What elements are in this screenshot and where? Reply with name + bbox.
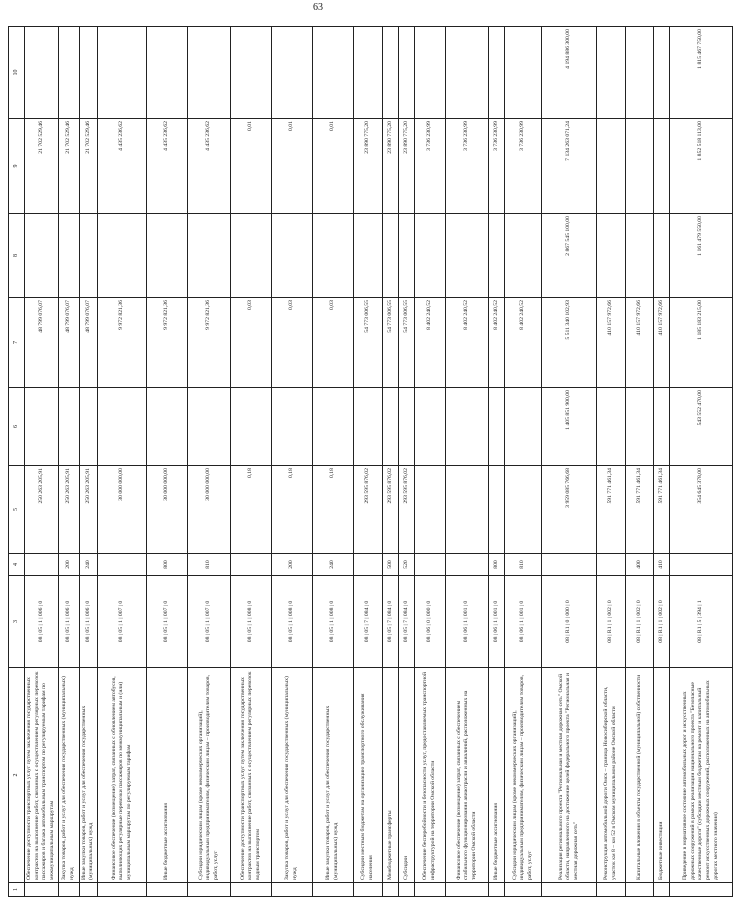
row-amount-col9: 23 890 775,20 (399, 119, 415, 214)
row-code: 08 | R1 | 1 | 002 | 0 (654, 576, 670, 668)
row-description: Субсидии местным бюджетам на организацию транспортного обслуживания населения (354, 668, 383, 883)
row-description: Субсидии юридическим лицам (кроме некоммерческих организаций), индивидуальным предпринимателям, физическим лицам – производителям товаров, работ, услуг (505, 668, 542, 883)
row-amount-col8: 1 161 479 550,00 (670, 214, 733, 298)
row-amount-col6: 1 405 851 900,00 (542, 388, 597, 466)
row-amount-col10 (79, 27, 97, 119)
row-description: Закупка товаров, работ и услуг для обеспечения государственных (муниципальных) нужд (272, 668, 313, 883)
row-code: 08 | 05 | 1 | 007 | 0 (147, 576, 188, 668)
row-type (25, 554, 59, 576)
row-description: Финансовое обеспечение (возмещение) затрат, связанных с обеспечением стабильного функционирования авиаотрасли и авиалиний, расположенных на территории Омской области (446, 668, 489, 883)
row-amount-col6 (147, 388, 188, 466)
row-amount-col8 (25, 214, 59, 298)
row-amount-col5: 293 595 876,02 (383, 466, 399, 554)
row-amount-col7: 54 773 006,55 (383, 298, 399, 388)
budget-table (8, 26, 733, 897)
row-amount-col10 (597, 27, 626, 119)
row-amount-col5: 30 000 000,00 (188, 466, 231, 554)
row-amount-col6 (399, 388, 415, 466)
table-row (354, 27, 383, 897)
row-amount-col6 (446, 388, 489, 466)
row-amount-col6 (654, 388, 670, 466)
row-blank-cell (98, 883, 147, 897)
row-amount-col9: 0,01 (272, 119, 313, 214)
row-code: 08 | R1 | 5 | 394 | 1 (670, 576, 733, 668)
row-code: 08 | R1 | 1 | 002 | 0 (597, 576, 626, 668)
table-row (98, 27, 147, 897)
row-amount-col9: 21 702 529,46 (25, 119, 59, 214)
row-type: 520 (399, 554, 415, 576)
row-amount-col9: 4 435 236,62 (98, 119, 147, 214)
row-amount-col9: 4 435 236,62 (147, 119, 188, 214)
row-amount-col7: 8 402 240,52 (415, 298, 446, 388)
row-amount-col6 (505, 388, 542, 466)
header-cell: 9 (9, 119, 25, 214)
row-amount-col10 (25, 27, 59, 119)
row-amount-col5: 250 263 205,91 (58, 466, 79, 554)
row-amount-col10 (147, 27, 188, 119)
table-row (58, 27, 79, 897)
rotated-table-container (8, 27, 719, 897)
row-type: 410 (654, 554, 670, 576)
row-amount-col5: 591 771 461,34 (626, 466, 654, 554)
row-amount-col9: 4 435 236,62 (188, 119, 231, 214)
row-amount-col9: 1 852 518 113,00 (670, 119, 733, 214)
table-row (313, 27, 354, 897)
header-cell: 5 (9, 466, 25, 554)
page-number: 63 (313, 2, 323, 13)
row-amount-col5: 3 959 085 766,68 (542, 466, 597, 554)
row-type: 800 (489, 554, 505, 576)
row-code: 08 | 05 | 7 | 084 | 0 (399, 576, 415, 668)
row-type: 800 (147, 554, 188, 576)
row-amount-col7: 9 972 821,36 (147, 298, 188, 388)
row-amount-col10 (489, 27, 505, 119)
row-description: Обеспечение бесперебойности и безопасности услуг, предоставляемых транспортной инфраструктурой на территории Омской области (415, 668, 446, 883)
row-amount-col6: 543 552 470,00 (670, 388, 733, 466)
row-type: 240 (79, 554, 97, 576)
header-cell: 3 (9, 576, 25, 668)
row-code: 08 | 05 | 1 | 007 | 0 (188, 576, 231, 668)
row-blank-cell (597, 883, 626, 897)
row-amount-col5 (446, 466, 489, 554)
row-amount-col7: 410 157 972,66 (597, 298, 626, 388)
row-code: 08 | 05 | 1 | 008 | 0 (313, 576, 354, 668)
table-row (383, 27, 399, 897)
row-description: Иные закупки товаров, работ и услуг для обеспечения государственных (муниципальных) нужд (313, 668, 354, 883)
row-amount-col7: 54 773 006,55 (399, 298, 415, 388)
row-description: Капитальные вложения в объекты государственной (муниципальной) собственности (626, 668, 654, 883)
row-code: 08 | 06 | 1 | 001 | 0 (489, 576, 505, 668)
row-amount-col5: 354 645 378,00 (670, 466, 733, 554)
row-amount-col9: 21 702 529,46 (79, 119, 97, 214)
row-blank-cell (446, 883, 489, 897)
row-amount-col10 (313, 27, 354, 119)
row-amount-col8 (188, 214, 231, 298)
table-row (626, 27, 654, 897)
row-amount-col7: 48 799 076,07 (58, 298, 79, 388)
row-amount-col10 (626, 27, 654, 119)
row-amount-col7: 8 402 240,52 (505, 298, 542, 388)
table-row (542, 27, 597, 897)
row-amount-col7: 410 157 972,66 (654, 298, 670, 388)
row-description: Иные закупки товаров, работ и услуг для обеспечения государственных (муниципальных) нужд (79, 668, 97, 883)
table-row (654, 27, 670, 897)
header-cell: 2 (9, 668, 25, 883)
row-code: 08 | 05 | 7 | 084 | 0 (354, 576, 383, 668)
row-amount-col10 (399, 27, 415, 119)
row-type (542, 554, 597, 576)
row-amount-col6 (272, 388, 313, 466)
row-amount-col9: 0,01 (231, 119, 272, 214)
row-code: 08 | 06 | 1 | 001 | 0 (505, 576, 542, 668)
row-amount-col7: 8 402 240,52 (446, 298, 489, 388)
row-type: 810 (188, 554, 231, 576)
table-row (446, 27, 489, 897)
row-amount-col9: 7 134 263 071,24 (542, 119, 597, 214)
table-row (415, 27, 446, 897)
row-amount-col7: 54 773 006,55 (354, 298, 383, 388)
row-amount-col9: 23 890 775,20 (383, 119, 399, 214)
row-amount-col9: 0,01 (313, 119, 354, 214)
row-blank-cell (489, 883, 505, 897)
row-blank-cell (231, 883, 272, 897)
row-amount-col8 (383, 214, 399, 298)
row-description: Иные бюджетные ассигнования (489, 668, 505, 883)
row-amount-col5 (505, 466, 542, 554)
row-amount-col10 (188, 27, 231, 119)
row-amount-col7: 8 402 240,52 (489, 298, 505, 388)
row-amount-col9 (626, 119, 654, 214)
row-blank-cell (188, 883, 231, 897)
row-blank-cell (399, 883, 415, 897)
row-amount-col7: 410 157 972,66 (626, 298, 654, 388)
header-cell: 1 (9, 883, 25, 897)
row-description: Обеспечение доступности транспортных услуг путем заключения государственных контрактов на выполнение работ, связанных с осуществлением регулярных перевозок водным транспортом (231, 668, 272, 883)
row-code: 08 | 05 | 1 | 008 | 0 (231, 576, 272, 668)
row-amount-col5: 591 771 461,34 (597, 466, 626, 554)
row-code: 08 | 05 | 7 | 084 | 0 (383, 576, 399, 668)
row-blank-cell (654, 883, 670, 897)
row-amount-col8 (505, 214, 542, 298)
row-amount-col7: 9 972 821,36 (188, 298, 231, 388)
row-amount-col8: 2 867 545 100,00 (542, 214, 597, 298)
table-row (188, 27, 231, 897)
row-amount-col6 (597, 388, 626, 466)
row-amount-col9: 3 736 230,99 (505, 119, 542, 214)
row-amount-col8 (489, 214, 505, 298)
row-blank-cell (626, 883, 654, 897)
row-description: Реализация регионального проекта "Региональная и местная дорожная сеть" Омской области, направленного на достижение целей федерального проекта "Региональная и местная дорожная сеть" (542, 668, 597, 883)
row-amount-col8 (313, 214, 354, 298)
row-blank-cell (58, 883, 79, 897)
row-type: 400 (626, 554, 654, 576)
row-amount-col10 (383, 27, 399, 119)
row-amount-col6 (231, 388, 272, 466)
row-type (98, 554, 147, 576)
row-amount-col7: 5 511 340 102,93 (542, 298, 597, 388)
row-type: 200 (58, 554, 79, 576)
row-amount-col7: 9 972 821,36 (98, 298, 147, 388)
row-amount-col8 (654, 214, 670, 298)
row-amount-col9 (597, 119, 626, 214)
row-blank-cell (542, 883, 597, 897)
table-row (399, 27, 415, 897)
row-blank-cell (383, 883, 399, 897)
row-amount-col10 (415, 27, 446, 119)
row-amount-col8 (626, 214, 654, 298)
row-code: 08 | 05 | 1 | 006 | 0 (25, 576, 59, 668)
row-description: Иные бюджетные ассигнования (147, 668, 188, 883)
row-code: 08 | 05 | 1 | 006 | 0 (79, 576, 97, 668)
row-description: Субсидии (399, 668, 415, 883)
row-amount-col10 (446, 27, 489, 119)
row-description: Финансовое обеспечение (возмещение) затрат, связанных с обновлением автобусов, выполняющих регулярные перевозки пассажиров по межмуниципальным и (или) муниципальным маршрутам по регулируемым тарифам (98, 668, 147, 883)
row-blank-cell (25, 883, 59, 897)
row-amount-col10 (98, 27, 147, 119)
header-cell: 4 (9, 554, 25, 576)
table-row (505, 27, 542, 897)
row-amount-col9: 3 736 230,99 (446, 119, 489, 214)
row-amount-col10: 1 815 467 750,00 (670, 27, 733, 119)
table-row (25, 27, 59, 897)
row-blank-cell (272, 883, 313, 897)
row-type: 810 (505, 554, 542, 576)
row-code: 08 | R1 | 1 | 002 | 0 (626, 576, 654, 668)
table-row (147, 27, 188, 897)
row-description: Приведение в нормативное состояние автомобильных дорог и искусственных дорожных сооружений в рамках реализации национального проекта "Безопасные качественные дороги" (субсидии местным бюджетам на ремонт и капитальный ремонт искусственных дорожных сооружений, расположенных на автомобильных дорогах местного значения) (670, 668, 733, 883)
header-cell: 10 (9, 27, 25, 119)
row-amount-col6 (98, 388, 147, 466)
row-amount-col10 (354, 27, 383, 119)
row-amount-col10 (654, 27, 670, 119)
header-cell: 8 (9, 214, 25, 298)
row-description: Реконструкция автомобильной дороги Омск – граница Новосибирской области, участок км 8 – км 52 в Омском муниципальном районе Омской области (597, 668, 626, 883)
row-amount-col6 (25, 388, 59, 466)
row-amount-col6 (188, 388, 231, 466)
row-amount-col6 (415, 388, 446, 466)
row-amount-col8 (597, 214, 626, 298)
row-description: Субсидии юридическим лицам (кроме некоммерческих организаций), индивидуальным предпринимателям, физическим лицам – производителям товаров, работ, услуг (188, 668, 231, 883)
row-amount-col5: 0,18 (231, 466, 272, 554)
row-type (597, 554, 626, 576)
row-amount-col5: 30 000 000,00 (147, 466, 188, 554)
row-amount-col5: 293 595 876,02 (354, 466, 383, 554)
row-amount-col6 (489, 388, 505, 466)
row-amount-col8 (58, 214, 79, 298)
header-row (9, 27, 25, 897)
row-amount-col7: 0,03 (313, 298, 354, 388)
row-amount-col8 (147, 214, 188, 298)
row-code: 08 | 05 | 1 | 007 | 0 (98, 576, 147, 668)
row-code: 08 | 05 | 1 | 008 | 0 (272, 576, 313, 668)
row-amount-col9: 3 736 230,99 (489, 119, 505, 214)
row-type (446, 554, 489, 576)
row-amount-col6 (79, 388, 97, 466)
row-amount-col6 (626, 388, 654, 466)
row-amount-col8 (98, 214, 147, 298)
row-blank-cell (313, 883, 354, 897)
header-cell: 6 (9, 388, 25, 466)
header-cell: 7 (9, 298, 25, 388)
row-amount-col7: 0,03 (272, 298, 313, 388)
row-amount-col10 (505, 27, 542, 119)
row-description: Обеспечение доступности транспортных услуг путем заключения государственных контрактов на выполнение работ, связанных с осуществлением регулярных перевозок пассажиров и багажа автомобильным транспортом по регулируемым тарифам по межмуниципальным маршрутам (25, 668, 59, 883)
row-type (354, 554, 383, 576)
row-amount-col6 (383, 388, 399, 466)
row-code: 08 | 05 | 1 | 006 | 0 (58, 576, 79, 668)
row-amount-col5: 591 771 461,34 (654, 466, 670, 554)
row-amount-col5: 0,18 (272, 466, 313, 554)
table-row (79, 27, 97, 897)
row-amount-col5: 293 595 876,02 (399, 466, 415, 554)
row-amount-col8 (415, 214, 446, 298)
row-code: 08 | 06 | 1 | 001 | 0 (446, 576, 489, 668)
row-amount-col8 (272, 214, 313, 298)
row-amount-col9: 23 890 775,20 (354, 119, 383, 214)
row-amount-col5 (415, 466, 446, 554)
row-blank-cell (79, 883, 97, 897)
row-amount-col8 (354, 214, 383, 298)
row-type (670, 554, 733, 576)
row-description: Закупка товаров, работ и услуг для обеспечения государственных (муниципальных) нужд (58, 668, 79, 883)
row-amount-col6 (354, 388, 383, 466)
table-row (489, 27, 505, 897)
row-description: Межбюджетные трансферты (383, 668, 399, 883)
table-row (272, 27, 313, 897)
row-amount-col6 (58, 388, 79, 466)
row-amount-col5: 250 263 205,91 (25, 466, 59, 554)
row-type (415, 554, 446, 576)
row-amount-col10 (58, 27, 79, 119)
row-amount-col5 (489, 466, 505, 554)
row-blank-cell (505, 883, 542, 897)
row-amount-col9: 3 736 230,99 (415, 119, 446, 214)
row-blank-cell (147, 883, 188, 897)
row-amount-col9: 21 702 529,46 (58, 119, 79, 214)
table-row (597, 27, 626, 897)
row-amount-col5: 0,18 (313, 466, 354, 554)
row-type (231, 554, 272, 576)
row-code: 08 | R1 | 0 | 000 | 0 (542, 576, 597, 668)
row-amount-col8 (79, 214, 97, 298)
row-amount-col7: 48 799 076,07 (25, 298, 59, 388)
row-type: 500 (383, 554, 399, 576)
row-blank-cell (670, 883, 733, 897)
row-amount-col5: 250 263 205,91 (79, 466, 97, 554)
table-row (670, 27, 733, 897)
row-amount-col6 (313, 388, 354, 466)
row-code: 08 | 06 | 0 | 000 | 0 (415, 576, 446, 668)
row-amount-col7: 0,03 (231, 298, 272, 388)
row-amount-col8 (399, 214, 415, 298)
row-amount-col7: 48 799 076,07 (79, 298, 97, 388)
row-amount-col8 (446, 214, 489, 298)
row-amount-col7: 1 185 183 215,00 (670, 298, 733, 388)
row-type: 240 (313, 554, 354, 576)
table-row (231, 27, 272, 897)
row-amount-col10 (231, 27, 272, 119)
row-description: Бюджетные инвестиции (654, 668, 670, 883)
row-amount-col5: 30 000 000,00 (98, 466, 147, 554)
row-amount-col8 (231, 214, 272, 298)
row-blank-cell (415, 883, 446, 897)
row-type: 200 (272, 554, 313, 576)
row-amount-col10 (272, 27, 313, 119)
row-blank-cell (354, 883, 383, 897)
row-amount-col10: 4 194 886 300,00 (542, 27, 597, 119)
row-amount-col9 (654, 119, 670, 214)
